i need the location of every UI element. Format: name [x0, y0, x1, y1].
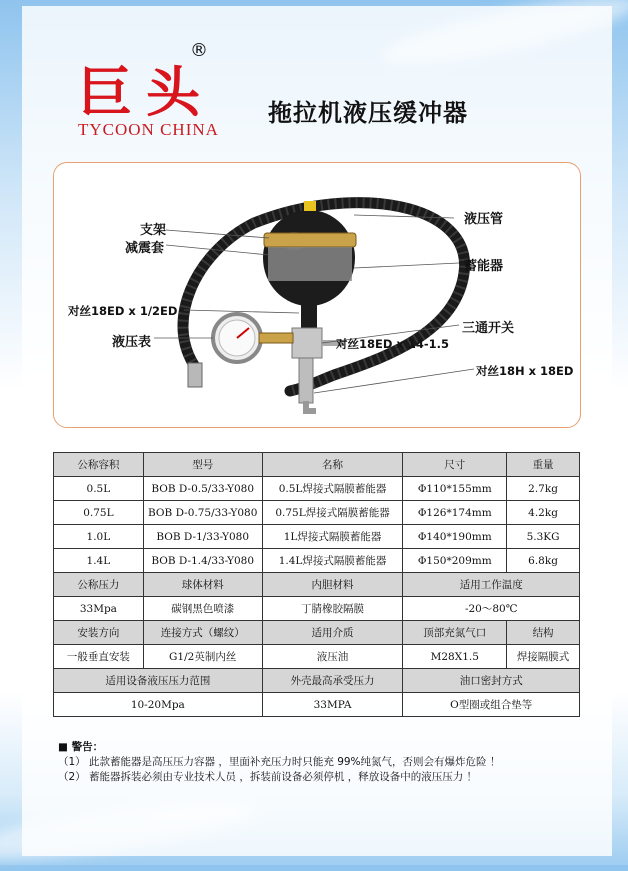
- callout-bracket: 支架: [140, 223, 167, 238]
- table-header-cell: 结构: [507, 621, 580, 645]
- callout-accumulator: 蓄能器: [464, 259, 504, 274]
- table-cell: 1.4L: [54, 549, 144, 573]
- table-header-cell: 适用设备液压压力范围: [54, 669, 263, 693]
- warning-line: （2） 蓄能器拆装必须由专业技术人员 ，拆装前设备必须停机 ，释放设备中的液压压力 ！: [58, 771, 478, 783]
- table-header-cell: 公称容积: [54, 453, 144, 477]
- table-row: [54, 525, 580, 549]
- table-header-cell: 安装方向: [54, 621, 144, 645]
- table-row: [54, 645, 580, 669]
- table-cell: 0.75L焊接式隔膜蓄能器: [262, 501, 403, 525]
- table-cell: BOB D-1/33-Y080: [143, 525, 262, 549]
- page-title: 拖拉机液压缓冲器: [268, 99, 468, 127]
- logo-english: TYCOON CHINA: [78, 120, 219, 139]
- table-cell: O型圈或组合垫等: [403, 693, 580, 717]
- callout-thread-right: 对丝18H x 18ED: [476, 364, 574, 378]
- table-cell: Φ126*174mm: [403, 501, 507, 525]
- table-cell: 6.8kg: [507, 549, 580, 573]
- table-header-row: [54, 621, 580, 645]
- callout-pressure-gauge: 液压表: [112, 335, 152, 350]
- table-row: [54, 549, 580, 573]
- table-cell: M28X1.5: [403, 645, 507, 669]
- callout-thread-mid: 对丝18ED x 14-1.5: [336, 337, 449, 351]
- table-cell: 0.5L焊接式隔膜蓄能器: [262, 477, 403, 501]
- table-header-row: [54, 573, 580, 597]
- table-cell: -20～80℃: [403, 597, 580, 621]
- table-cell: Φ150*209mm: [403, 549, 507, 573]
- table-header-cell: 顶部充氮气口: [403, 621, 507, 645]
- table-cell: 丁腈橡胶隔膜: [262, 597, 403, 621]
- table-row: [54, 477, 580, 501]
- spec-table: [53, 452, 580, 717]
- registered-mark: ®: [190, 40, 208, 61]
- table-row: [54, 501, 580, 525]
- table-cell: Φ140*190mm: [403, 525, 507, 549]
- table-cell: 液压油: [262, 645, 403, 669]
- product-photo-frame: [53, 162, 581, 428]
- table-header-cell: 油口密封方式: [403, 669, 580, 693]
- table-header-cell: 尺寸: [403, 453, 507, 477]
- warning-notes: [58, 740, 500, 785]
- table-cell: 5.3KG: [507, 525, 580, 549]
- table-header-cell: 适用工作温度: [403, 573, 580, 597]
- bracket-clamp: [264, 233, 356, 247]
- table-cell: 焊接隔膜式: [507, 645, 580, 669]
- table-header-cell: 球体材料: [143, 573, 262, 597]
- warning-heading: ■ 警告：: [58, 741, 104, 753]
- brand-logo: [78, 62, 219, 140]
- table-header-cell: 连接方式（螺纹）: [143, 621, 262, 645]
- accumulator-product-illustration: [54, 163, 580, 427]
- table-cell: BOB D-1.4/33-Y080: [143, 549, 262, 573]
- callout-hydraulic-hose: 液压管: [464, 212, 504, 227]
- table-cell: BOB D-0.5/33-Y080: [143, 477, 262, 501]
- table-cell: 33Mpa: [54, 597, 144, 621]
- table-cell: 1.4L焊接式隔膜蓄能器: [262, 549, 403, 573]
- three-way-valve: [292, 328, 322, 358]
- table-header-cell: 型号: [143, 453, 262, 477]
- table-cell: 2.7kg: [507, 477, 580, 501]
- table-cell: 碳钢黑色喷漆: [143, 597, 262, 621]
- table-cell: 0.5L: [54, 477, 144, 501]
- callout-three-way-valve: 三通开关: [462, 321, 515, 336]
- table-cell: 10-20Mpa: [54, 693, 263, 717]
- table-header-cell: 适用介质: [262, 621, 403, 645]
- table-row: [54, 597, 580, 621]
- table-cell: BOB D-0.75/33-Y080: [143, 501, 262, 525]
- table-header-cell: 外壳最高承受压力: [262, 669, 403, 693]
- table-cell: 4.2kg: [507, 501, 580, 525]
- table-header-row: [54, 453, 580, 477]
- table-header-cell: 名称: [262, 453, 403, 477]
- table-header-cell: 公称压力: [54, 573, 144, 597]
- table-cell: 1.0L: [54, 525, 144, 549]
- table-header-row: [54, 669, 580, 693]
- table-cell: 0.75L: [54, 501, 144, 525]
- table-cell: Φ110*155mm: [403, 477, 507, 501]
- callout-thread-left: 对丝18ED x 1/2ED: [68, 304, 178, 318]
- table-cell: 一般垂直安装: [54, 645, 144, 669]
- logo-chinese: 巨头: [78, 60, 214, 124]
- callout-damper-sleeve: 减震套: [125, 241, 165, 256]
- table-row: [54, 693, 580, 717]
- table-cell: 1L焊接式隔膜蓄能器: [262, 525, 403, 549]
- table-cell: 33MPA: [262, 693, 403, 717]
- bracket-plate: [268, 247, 352, 281]
- table-cell: G1/2英制内丝: [143, 645, 262, 669]
- table-header-cell: 内胆材料: [262, 573, 403, 597]
- table-header-cell: 重量: [507, 453, 580, 477]
- warning-line: （1） 此款蓄能器是高压压力容器 ，里面补充压力时只能充 99%纯氮气，否则会有爆炸危险 ！: [58, 756, 501, 768]
